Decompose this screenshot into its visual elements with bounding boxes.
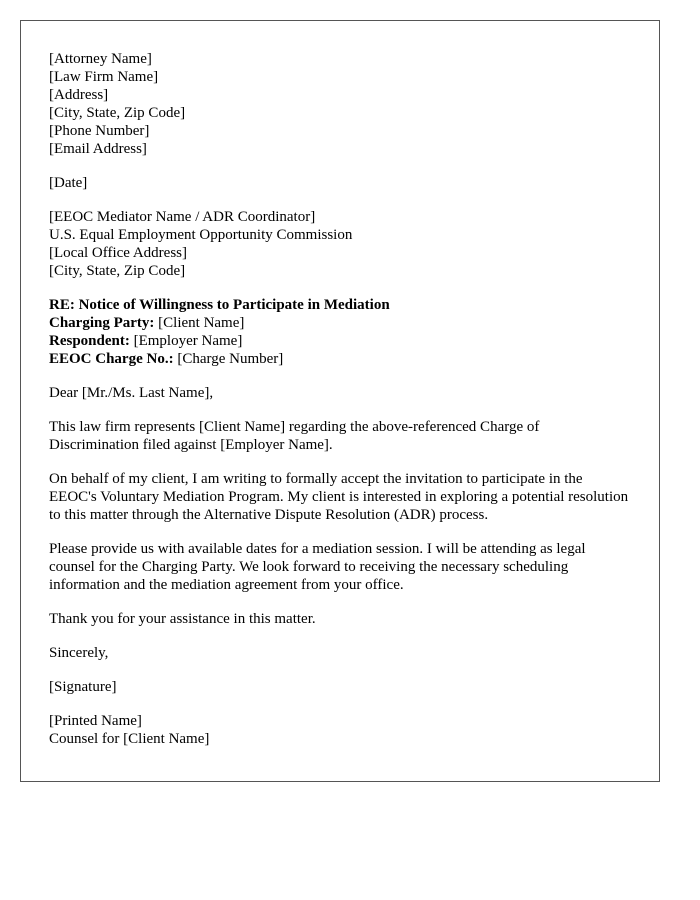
recipient-block	[49, 208, 631, 280]
charge-number-label: EEOC Charge No.:	[49, 351, 174, 367]
charging-party-label: Charging Party:	[49, 315, 155, 331]
sender-city-state-zip: [City, State, Zip Code]	[49, 105, 186, 121]
body-paragraph-4: Thank you for your assistance in this matter.	[49, 611, 316, 627]
letter-date: [Date]	[49, 175, 88, 191]
charge-number-value: [Charge Number]	[173, 351, 284, 367]
recipient-city-state-zip: [City, State, Zip Code]	[49, 263, 186, 279]
recipient-agency: U.S. Equal Employment Opportunity Commission	[49, 227, 353, 243]
sender-attorney-name: [Attorney Name]	[49, 51, 152, 67]
salutation: Dear [Mr./Ms. Last Name],	[49, 385, 214, 401]
letter-document	[20, 20, 660, 782]
printed-name: [Printed Name]	[49, 713, 142, 729]
valediction: Sincerely,	[49, 645, 109, 661]
re-block	[49, 296, 631, 368]
body-paragraph-1: This law firm represents [Client Name] regarding the above-referenced Charge of Discrimination filed against [Employer Name].	[49, 419, 540, 453]
re-respondent	[49, 332, 631, 350]
recipient-office-address: [Local Office Address]	[49, 245, 188, 261]
sender-block	[49, 50, 631, 158]
sender-phone: [Phone Number]	[49, 123, 150, 139]
body-paragraph-2: On behalf of my client, I am writing to formally accept the invitation to participate in the EEOC's Voluntary Mediation Program. My client is interested in exploring a potential resolution to this matter through the Alternative Dispute Resolution (ADR) process.	[49, 471, 629, 523]
respondent-value: [Employer Name]	[129, 333, 243, 349]
sender-email: [Email Address]	[49, 141, 147, 157]
body-paragraph-3: Please provide us with available dates for a mediation session. I will be attending as legal counsel for the Charging Party. We look forward to receiving the necessary scheduling information and the mediation agreement from your office.	[49, 541, 586, 593]
re-charge-number	[49, 350, 631, 368]
re-subject: RE: Notice of Willingness to Participate in Mediation	[49, 297, 390, 313]
respondent-label: Respondent:	[49, 333, 130, 349]
recipient-name: [EEOC Mediator Name / ADR Coordinator]	[49, 209, 316, 225]
re-charging-party	[49, 314, 631, 332]
sender-address: [Address]	[49, 87, 109, 103]
signer-title: Counsel for [Client Name]	[49, 731, 210, 747]
sender-law-firm-name: [Law Firm Name]	[49, 69, 159, 85]
signature-placeholder: [Signature]	[49, 679, 117, 695]
signature-block	[49, 712, 631, 748]
date-block	[49, 174, 631, 192]
charging-party-value: [Client Name]	[154, 315, 245, 331]
